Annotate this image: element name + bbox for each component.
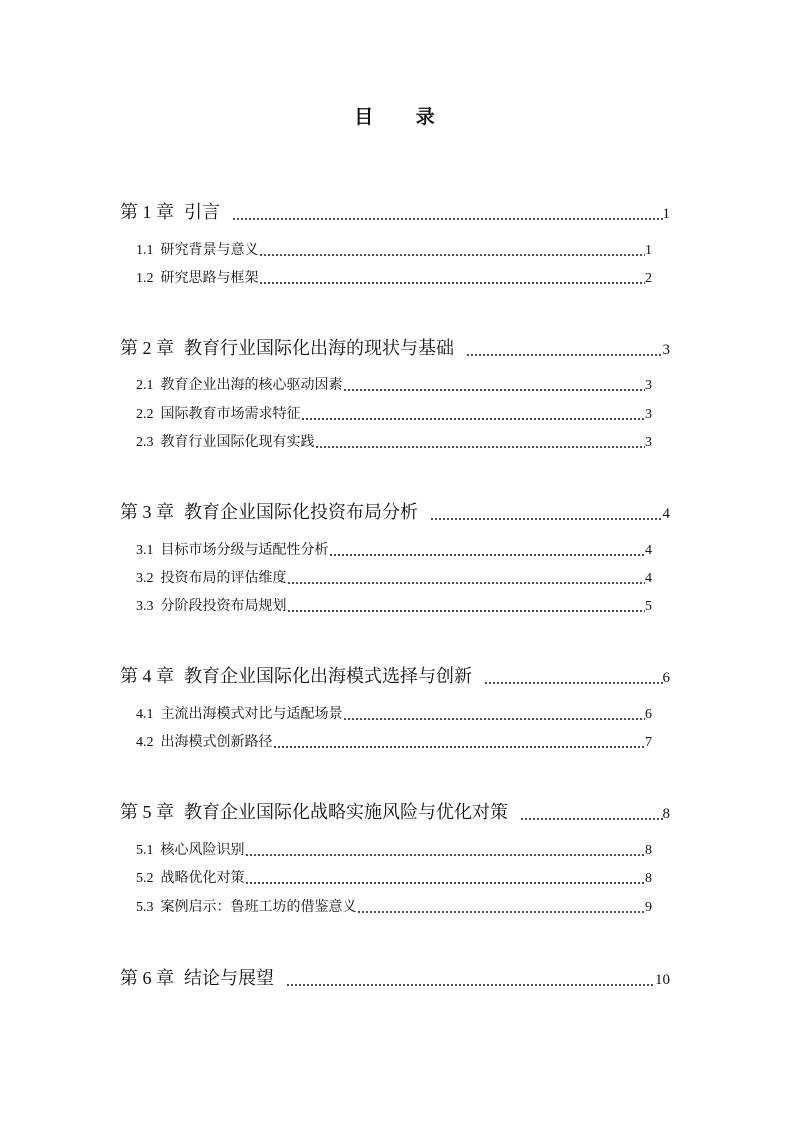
chapter-title: 引言 bbox=[184, 202, 220, 222]
page-number: 1 bbox=[662, 206, 670, 222]
section-number: 2.3 bbox=[136, 435, 154, 450]
dot-leader bbox=[466, 353, 663, 357]
dot-leader bbox=[259, 281, 646, 285]
page-number: 3 bbox=[645, 407, 652, 422]
section-number: 3.1 bbox=[136, 543, 154, 558]
toc-section-4-1[interactable] bbox=[136, 705, 652, 725]
chapter-number: 第 4 章 bbox=[120, 666, 174, 686]
chapter-title: 教育行业国际化出海的现状与基础 bbox=[184, 338, 454, 358]
page-number: 8 bbox=[662, 806, 670, 822]
page-number: 4 bbox=[662, 506, 670, 522]
section-number: 5.2 bbox=[136, 871, 154, 886]
section-title: 核心风险识别 bbox=[160, 843, 245, 858]
dot-leader bbox=[484, 681, 663, 685]
section-number: 4.2 bbox=[136, 735, 154, 750]
toc-section-4-2[interactable] bbox=[136, 733, 652, 753]
dot-leader bbox=[343, 717, 646, 721]
page-number: 3 bbox=[645, 378, 652, 393]
dot-leader bbox=[245, 853, 646, 857]
toc-section-3-3[interactable] bbox=[136, 597, 652, 617]
toc-section-1-1[interactable] bbox=[136, 241, 652, 261]
page-number: 5 bbox=[645, 599, 652, 614]
chapter-title: 教育企业国际化战略实施风险与优化对策 bbox=[184, 802, 508, 822]
dot-leader bbox=[287, 581, 646, 585]
dot-leader bbox=[357, 910, 646, 914]
chapter-number: 第 5 章 bbox=[120, 802, 174, 822]
toc-section-5-1[interactable] bbox=[136, 841, 652, 861]
page-number: 4 bbox=[645, 543, 652, 558]
section-number: 2.2 bbox=[136, 407, 154, 422]
toc-section-5-3[interactable] bbox=[136, 898, 652, 918]
chapter-number: 第 1 章 bbox=[120, 202, 174, 222]
section-number: 2.1 bbox=[136, 378, 154, 393]
section-title: 出海模式创新路径 bbox=[160, 735, 273, 750]
chapter-title: 结论与展望 bbox=[184, 968, 274, 988]
section-number: 3.3 bbox=[136, 599, 154, 614]
section-title: 案例启示：鲁班工坊的借鉴意义 bbox=[160, 900, 357, 915]
section-number: 3.2 bbox=[136, 571, 154, 586]
dot-leader bbox=[259, 253, 646, 257]
dot-leader bbox=[286, 983, 655, 987]
section-number: 5.1 bbox=[136, 843, 154, 858]
dot-leader bbox=[315, 445, 646, 449]
chapter-number: 第 3 章 bbox=[120, 502, 174, 522]
toc-section-2-3[interactable] bbox=[136, 433, 652, 453]
toc-section-2-1[interactable] bbox=[136, 376, 652, 396]
toc-section-5-2[interactable] bbox=[136, 869, 652, 889]
section-number: 4.1 bbox=[136, 707, 154, 722]
toc-chapter-2[interactable] bbox=[120, 336, 670, 362]
dot-leader bbox=[343, 388, 646, 392]
toc-title: 目 录 bbox=[354, 106, 453, 128]
dot-leader bbox=[287, 609, 646, 613]
dot-leader bbox=[273, 745, 646, 749]
dot-leader bbox=[430, 517, 663, 521]
toc-section-3-2[interactable] bbox=[136, 569, 652, 589]
section-title: 分阶段投资布局规划 bbox=[160, 599, 287, 614]
page-number: 6 bbox=[662, 670, 670, 686]
page-number: 9 bbox=[645, 900, 652, 915]
page-number: 3 bbox=[645, 435, 652, 450]
toc-chapter-4[interactable] bbox=[120, 664, 670, 690]
toc-section-2-2[interactable] bbox=[136, 405, 652, 425]
toc-chapter-3[interactable] bbox=[120, 500, 670, 526]
page-number: 8 bbox=[645, 871, 652, 886]
toc-section-3-1[interactable] bbox=[136, 541, 652, 561]
section-title: 主流出海模式对比与适配场景 bbox=[160, 707, 343, 722]
chapter-number: 第 2 章 bbox=[120, 338, 174, 358]
chapter-number: 第 6 章 bbox=[120, 968, 174, 988]
chapter-title: 教育企业国际化出海模式选择与创新 bbox=[184, 666, 472, 686]
toc-chapter-1[interactable] bbox=[120, 200, 670, 226]
section-title: 投资布局的评估维度 bbox=[160, 571, 287, 586]
page-number: 3 bbox=[662, 342, 670, 358]
dot-leader bbox=[245, 881, 646, 885]
section-number: 1.1 bbox=[136, 243, 154, 258]
section-title: 教育企业出海的核心驱动因素 bbox=[160, 378, 343, 393]
page-number: 2 bbox=[645, 271, 652, 286]
page-number: 6 bbox=[645, 707, 652, 722]
dot-leader bbox=[232, 217, 663, 221]
section-number: 1.2 bbox=[136, 271, 154, 286]
chapter-title: 教育企业国际化投资布局分析 bbox=[184, 502, 418, 522]
page-number: 1 bbox=[645, 243, 652, 258]
section-title: 研究背景与意义 bbox=[160, 243, 259, 258]
page-number: 7 bbox=[645, 735, 652, 750]
toc-chapter-6[interactable] bbox=[120, 966, 670, 992]
dot-leader bbox=[329, 553, 646, 557]
section-title: 目标市场分级与适配性分析 bbox=[160, 543, 329, 558]
dot-leader bbox=[301, 417, 646, 421]
section-number: 5.3 bbox=[136, 900, 154, 915]
page-number: 4 bbox=[645, 571, 652, 586]
section-title: 教育行业国际化现有实践 bbox=[160, 435, 315, 450]
toc-section-1-2[interactable] bbox=[136, 269, 652, 289]
section-title: 国际教育市场需求特征 bbox=[160, 407, 301, 422]
page-number: 10 bbox=[655, 972, 670, 988]
dot-leader bbox=[520, 817, 663, 821]
section-title: 战略优化对策 bbox=[160, 871, 245, 886]
page-number: 8 bbox=[645, 843, 652, 858]
toc-chapter-5[interactable] bbox=[120, 800, 670, 826]
section-title: 研究思路与框架 bbox=[160, 271, 259, 286]
